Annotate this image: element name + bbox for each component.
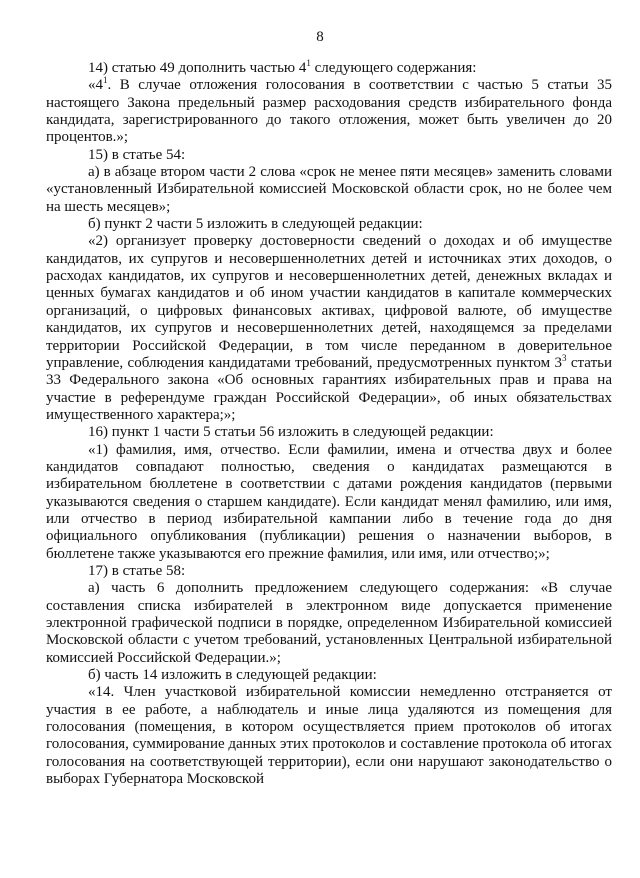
paragraph-new-part-4-1: «$4^1$. В случае отложения голосования в соответствии с частью 5 статьи 35 настоящего Закона предельный размер расходования средств избирательного фонда кандидата, зарегистрированного до такого отложения, может быть увеличен до 20 процентов.»; — [46, 75, 612, 146]
paragraph-17b: б) часть 14 изложить в следующей редакции: — [88, 667, 377, 684]
paragraph-15a: а) в абзаце втором части 2 слова «срок не менее пяти месяцев» заменить словами «установленный Избирательной комиссией Московской области срок, но не более чем на шесть месяцев»; — [46, 164, 612, 215]
paragraph-new-part-14: «14. Член участковой избирательной комиссии немедленно отстраняется от участия в ее работе, а наблюдатель и иные лица удаляются из помещения для голосования (помещения, в котором осуществляется прием протоколов об итогах голосования, суммирование данных этих протоколов и составление протокола об итогах голосования на соответствующей территории), если они нарушают законодательство о выборах Губернатора Московской — [46, 684, 612, 788]
paragraph-item-14: 14) статью 49 дополнить частью $4^1$ следующего содержания: — [88, 58, 477, 76]
paragraph-new-point-1: «1) фамилия, имя, отчество. Если фамилии, имена и отчества двух и более кандидатов совпадают полностью, сведения о кандидатах размещаются в избирательном бюллетене в соответствии с датами рождения кандидатов (первыми указываются сведения о старшем кандидате). Если кандидат менял фамилию, или имя, или отчество в период избирательной кампании либо в течение года до дня официального опубликования (публикации) решения о назначении выборов, в бюллетене также указываются его прежние фамилия, или имя, или отчество;»; — [46, 441, 612, 562]
paragraph-item-15: 15) в статье 54: — [88, 146, 186, 163]
page-number: 8 — [316, 29, 324, 45]
paragraph-new-point-2: «2) организует проверку достоверности сведений о доходах и об имуществе кандидатов, их супругов и несовершеннолетних детей и источниках этих доходов, о расходах кандидатов, их супругов и несовершеннолетних детей, денежных вкладах и ценных бумагах кандидатов и об ином участии кандидатов в капитале коммерческих организаций, о цифровых финансовых активах, цифровой валюте, об имуществе кандидатов, их супругов и несовершеннолетних детей, находящемся за пределами территории Российской Федерации, в том числе переданном в доверительное управление, соблюдения кандидатами требований, предусмотренных пунктом $3^3$ статьи 33 Федерального закона «Об основных гарантиях избирательных прав и права на участие в референдуме граждан Российской Федерации», об иных обязательствах имущественного характера;»; — [46, 233, 612, 423]
paragraph-17a: а) часть 6 дополнить предложением следующего содержания: «В случае составления списка избирателей в электронном виде допускается применение электронной графической подписи в порядке, определенном Избирательной комиссией Московской области с учетом требований, установленных Центральной избирательной комиссией Российской Федерации.»; — [46, 580, 612, 666]
document-body — [46, 58, 612, 788]
paragraph-15b: б) пункт 2 части 5 изложить в следующей редакции: — [88, 216, 423, 233]
paragraph-item-17: 17) в статье 58: — [88, 562, 186, 579]
paragraph-item-16: 16) пункт 1 части 5 статьи 56 изложить в следующей редакции: — [88, 424, 494, 441]
